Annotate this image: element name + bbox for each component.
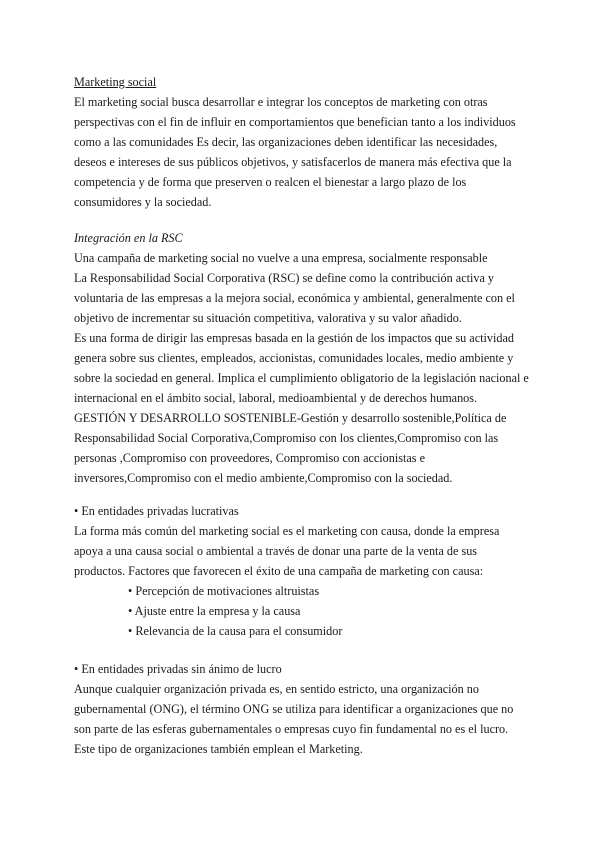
section-heading: Integración en la RSC (74, 231, 183, 245)
paragraph-line: Este tipo de organizaciones también emplean el Marketing. (74, 742, 363, 756)
paragraph-line: gubernamental (ONG), el término ONG se utiliza para identificar a organizaciones que no (74, 702, 514, 716)
paragraph-line: personas ,Compromiso con proveedores, Compromiso con accionistas e (74, 451, 425, 465)
paragraph-line: Aunque cualquier organización privada es, en sentido estricto, una organización no (74, 682, 479, 696)
list-item: • Ajuste entre la empresa y la causa (128, 604, 301, 618)
paragraph-line: son parte de las esferas gubernamentales o empresas cuyo fin fundamental no es el lucro. (74, 722, 509, 736)
paragraph-line: voluntaria de las empresas a la mejora social, económica y ambiental, generalmente con el (74, 291, 515, 305)
paragraph-line: genera sobre sus clientes, empleados, accionistas, comunidades locales, medio ambiente y (74, 351, 514, 365)
paragraph-line: perspectivas con el fin de influir en comportamientos que benefician tanto a los individuos (74, 115, 516, 129)
paragraph-line: objetivo de incrementar su situación competitiva, valorativa y su valor añadido. (74, 311, 462, 325)
paragraph-line: GESTIÓN Y DESARROLLO SOSTENIBLE-Gestión y desarrollo sostenible,Política de (74, 411, 507, 425)
paragraph-line: Una campaña de marketing social no vuelve a una empresa, socialmente responsable (74, 251, 488, 265)
paragraph-line: competencia y de forma que preserven o realcen el bienestar a largo plazo de los (74, 175, 467, 189)
paragraph-line: internacional en el ámbito social, laboral, medioambiental y de derechos humanos. (74, 391, 478, 405)
section-marketing-social (74, 72, 534, 212)
paragraph-line: Es una forma de dirigir las empresas basada en la gestión de los impactos que su actividad (74, 331, 514, 345)
section-heading: Marketing social (74, 75, 157, 89)
paragraph-line: consumidores y la sociedad. (74, 195, 212, 209)
paragraph-line: como a las comunidades Es decir, las organizaciones deben identificar las necesidades, (74, 135, 498, 149)
section-heading: • En entidades privadas sin ánimo de lucro (74, 662, 282, 676)
paragraph-line: La forma más común del marketing social es el marketing con causa, donde la empresa (74, 524, 500, 538)
paragraph-line: El marketing social busca desarrollar e integrar los conceptos de marketing con otras (74, 95, 488, 109)
paragraph-line: Responsabilidad Social Corporativa,Compromiso con los clientes,Compromiso con las (74, 431, 499, 445)
paragraph-line: apoya a una causa social o ambiental a través de donar una parte de la venta de sus (74, 544, 478, 558)
paragraph-line: La Responsabilidad Social Corporativa (RSC) se define como la contribución activa y (74, 271, 495, 285)
paragraph-line: productos. Factores que favorecen el éxito de una campaña de marketing con causa: (74, 564, 484, 578)
section-entidades-sin-lucro (74, 659, 534, 759)
list-item: • Relevancia de la causa para el consumidor (128, 624, 343, 638)
paragraph-line: sobre la sociedad en general. Implica el cumplimiento obligatorio de la legislación nacional e (74, 371, 529, 385)
section-entidades-lucrativas (74, 501, 534, 641)
section-heading: • En entidades privadas lucrativas (74, 504, 239, 518)
section-integracion-rsc (74, 228, 534, 488)
bullet-list (74, 581, 534, 641)
list-item: • Percepción de motivaciones altruistas (128, 584, 320, 598)
paragraph-line: deseos e intereses de sus públicos objetivos, y satisfacerlos de manera más efectiva que la (74, 155, 512, 169)
paragraph-line: inversores,Compromiso con el medio ambiente,Compromiso con la sociedad. (74, 471, 453, 485)
